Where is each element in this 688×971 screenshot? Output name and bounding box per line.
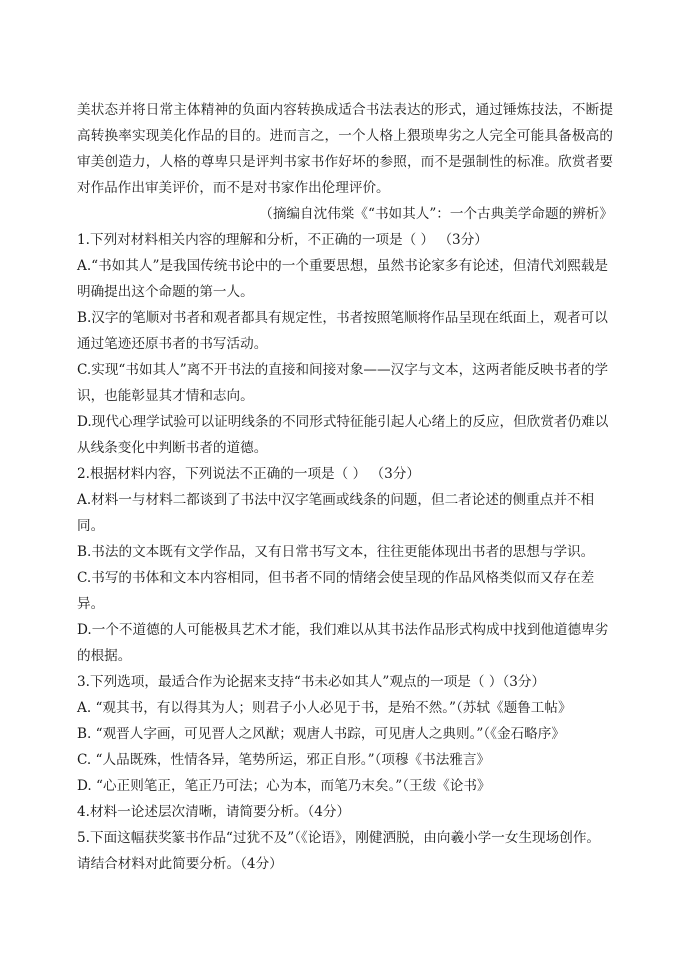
question-3	[77, 669, 613, 799]
document-content	[77, 97, 613, 877]
question-title: 1.下列对材料相关内容的理解和分析，不正确的一项是（ ） （3分）	[77, 232, 488, 248]
question-title: 3.下列选项，最适合作为论据来支持“书未必如其人”观点的一项是（ ）（3分）	[77, 674, 546, 690]
option-a: A. “观其书，有以得其为人；则君子小人必见于书，是殆不然。”（苏轼《题鲁工帖》	[77, 700, 572, 716]
option-c: C. “人品既殊，性情各异，笔势所运，邪正自形。”（项穆《书法雅言》	[77, 752, 491, 768]
question-4	[77, 799, 613, 825]
question-title: 2.根据材料内容，下列说法不正确的一项是（ ） （3分）	[77, 466, 420, 482]
option-a: A.材料一与材料二都谈到了书法中汉字笔画或线条的问题，但二者论述的侧重点并不相同。	[77, 492, 595, 534]
option-b: B.汉字的笔顺对书者和观者都具有规定性，书者按照笔顺将作品呈现在纸面上，观者可以通过笔迹还原书者的书写活动。	[77, 310, 608, 352]
question-2	[77, 461, 613, 669]
option-d: D.现代心理学试验可以证明线条的不同形式特征能引起人心绪上的反应，但欣赏者仍难以从线条变化中判断书者的道德。	[77, 414, 609, 456]
option-c: C.实现“书如其人”离不开书法的直接和间接对象——汉字与文本，这两者能反映书者的学识，也能彰显其才情和志向。	[77, 362, 609, 404]
option-c: C.书写的书体和文本内容相同，但书者不同的情绪会使呈现的作品风格类似而又存在差异。	[77, 570, 595, 612]
question-title: 4.材料一论述层次清晰，请简要分析。（4分）	[77, 804, 351, 820]
question-title: 5.下面这幅获奖篆书作品“过犹不及”（《论语》，刚健洒脱，由向羲小学一女生现场创作。请结合材料对此简要分析。（4分）	[77, 830, 601, 872]
question-5	[77, 825, 613, 877]
passage-paragraph: 美状态并将日常主体精神的负面内容转换成适合书法表达的形式，通过锤炼技法，不断提高转换率实现美化作品的目的。进而言之，一个人格上猥琐卑劣之人完全可能具备极高的审美创造力，人格的尊卑只是评判书家书作好坏的参照，而不是强制性的标准。欣赏者要对作品作出审美评价，而不是对书家作出伦理评价。	[77, 102, 613, 196]
passage-source: （摘编自沈伟棠《“书如其人”：一个古典美学命题的辨析》	[259, 206, 613, 222]
option-d: D. “心正则笔正，笔正乃可法；心为本，而笔乃末矣。”（王绂《论书》	[77, 778, 491, 794]
option-b: B.书法的文本既有文学作品，又有日常书写文本，往往更能体现出书者的思想与学识。	[77, 544, 595, 560]
option-b: B. “观晋人字画，可见晋人之风猷；观唐人书踪，可见唐人之典则。”（《金石略序》	[77, 726, 565, 742]
question-1	[77, 227, 613, 461]
option-a: A.“书如其人”是我国传统书论中的一个重要思想，虽然书论家多有论述，但清代刘熙载是明确提出这个命题的第一人。	[77, 258, 609, 300]
option-d: D.一个不道德的人可能极具艺术才能，我们难以从其书法作品形式构成中找到他道德卑劣的根据。	[77, 622, 609, 664]
